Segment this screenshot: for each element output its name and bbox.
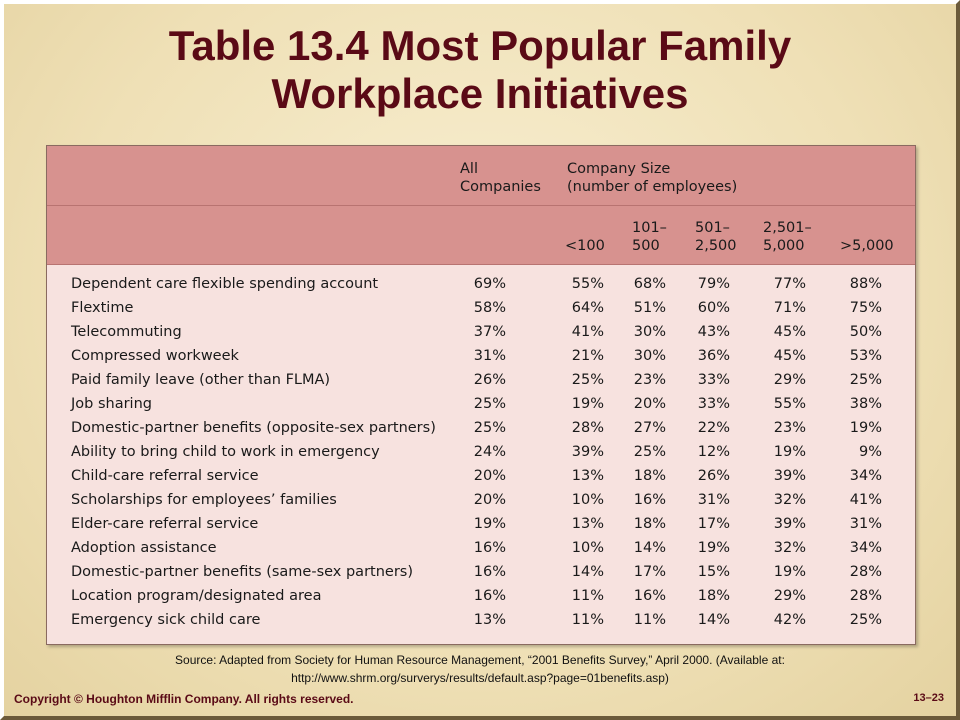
row-label: Domestic-partner benefits (same-sex partners) bbox=[71, 564, 413, 580]
header-col2-line1: 101– bbox=[632, 220, 667, 236]
row-value: 88% bbox=[849, 276, 882, 292]
slide-title bbox=[40, 22, 920, 118]
title-line-2: Workplace Initiatives bbox=[271, 70, 689, 117]
row-label: Flextime bbox=[71, 300, 134, 316]
header-col2-line2: 500 bbox=[632, 238, 660, 254]
row-value: 25% bbox=[633, 444, 666, 460]
table-header-band-columns bbox=[47, 206, 915, 265]
row-value: 42% bbox=[773, 612, 806, 628]
row-value: 20% bbox=[473, 468, 506, 484]
header-all-line1: All bbox=[460, 161, 478, 177]
row-value: 39% bbox=[773, 516, 806, 532]
row-value: 28% bbox=[849, 564, 882, 580]
table-row bbox=[47, 488, 915, 512]
row-value: 64% bbox=[571, 300, 604, 316]
row-value: 31% bbox=[697, 492, 730, 508]
row-value: 23% bbox=[633, 372, 666, 388]
row-label: Elder-care referral service bbox=[71, 516, 259, 532]
row-label: Domestic-partner benefits (opposite-sex partners) bbox=[71, 420, 436, 436]
row-label: Ability to bring child to work in emergency bbox=[71, 444, 380, 460]
page-number: 13–23 bbox=[913, 692, 944, 704]
row-value: 13% bbox=[571, 516, 604, 532]
row-value: 28% bbox=[849, 588, 882, 604]
row-value: 39% bbox=[773, 468, 806, 484]
row-label: Emergency sick child care bbox=[71, 612, 261, 628]
table-row bbox=[47, 536, 915, 560]
row-value: 58% bbox=[473, 300, 506, 316]
row-value: 30% bbox=[633, 324, 666, 340]
row-value: 19% bbox=[773, 444, 806, 460]
row-value: 33% bbox=[697, 396, 730, 412]
row-label: Child-care referral service bbox=[71, 468, 259, 484]
row-value: 16% bbox=[473, 564, 506, 580]
header-all-companies bbox=[460, 160, 541, 196]
row-value: 29% bbox=[773, 372, 806, 388]
row-value: 9% bbox=[858, 444, 882, 460]
table-row bbox=[47, 584, 915, 608]
row-value: 22% bbox=[697, 420, 730, 436]
row-value: 34% bbox=[849, 540, 882, 556]
row-value: 14% bbox=[697, 612, 730, 628]
row-value: 13% bbox=[571, 468, 604, 484]
header-col3-line1: 501– bbox=[695, 220, 730, 236]
row-value: 19% bbox=[697, 540, 730, 556]
header-col-501-2500 bbox=[695, 219, 737, 255]
row-value: 14% bbox=[633, 540, 666, 556]
row-value: 19% bbox=[773, 564, 806, 580]
title-line-1: Table 13.4 Most Popular Family bbox=[168, 22, 792, 69]
row-value: 19% bbox=[473, 516, 506, 532]
header-col-over-5000: >5,000 bbox=[840, 238, 894, 254]
header-col-101-500 bbox=[632, 219, 667, 255]
header-all-line2: Companies bbox=[460, 179, 541, 195]
row-value: 38% bbox=[849, 396, 882, 412]
row-value: 33% bbox=[697, 372, 730, 388]
row-value: 19% bbox=[571, 396, 604, 412]
row-value: 15% bbox=[697, 564, 730, 580]
table-row bbox=[47, 416, 915, 440]
header-size-line1: Company Size bbox=[567, 161, 671, 177]
row-value: 25% bbox=[571, 372, 604, 388]
table-row bbox=[47, 320, 915, 344]
row-value: 11% bbox=[633, 612, 666, 628]
row-value: 20% bbox=[473, 492, 506, 508]
row-value: 41% bbox=[849, 492, 882, 508]
table-row bbox=[47, 296, 915, 320]
table-row bbox=[47, 440, 915, 464]
row-value: 34% bbox=[849, 468, 882, 484]
row-value: 13% bbox=[473, 612, 506, 628]
row-value: 43% bbox=[697, 324, 730, 340]
row-value: 17% bbox=[697, 516, 730, 532]
table-header-band-top bbox=[47, 146, 915, 206]
row-value: 10% bbox=[571, 540, 604, 556]
row-value: 31% bbox=[849, 516, 882, 532]
row-value: 60% bbox=[697, 300, 730, 316]
table-row bbox=[47, 392, 915, 416]
table-row bbox=[47, 344, 915, 368]
row-value: 23% bbox=[773, 420, 806, 436]
copyright-notice: Copyright © Houghton Mifflin Company. All rights reserved. bbox=[14, 692, 354, 706]
row-value: 16% bbox=[633, 588, 666, 604]
row-value: 17% bbox=[633, 564, 666, 580]
row-value: 10% bbox=[571, 492, 604, 508]
row-value: 16% bbox=[633, 492, 666, 508]
row-value: 25% bbox=[473, 420, 506, 436]
row-value: 55% bbox=[773, 396, 806, 412]
row-value: 25% bbox=[849, 612, 882, 628]
row-value: 32% bbox=[773, 492, 806, 508]
table-body bbox=[47, 272, 915, 632]
row-value: 18% bbox=[633, 516, 666, 532]
row-value: 18% bbox=[633, 468, 666, 484]
row-value: 36% bbox=[697, 348, 730, 364]
source-line-2: http://www.shrm.org/surverys/results/default.asp?page=01benefits.asp) bbox=[291, 671, 669, 685]
row-value: 11% bbox=[571, 612, 604, 628]
row-value: 71% bbox=[773, 300, 806, 316]
row-value: 32% bbox=[773, 540, 806, 556]
row-value: 55% bbox=[571, 276, 604, 292]
row-value: 25% bbox=[473, 396, 506, 412]
data-table bbox=[46, 145, 916, 645]
row-value: 69% bbox=[473, 276, 506, 292]
row-value: 45% bbox=[773, 324, 806, 340]
row-value: 50% bbox=[849, 324, 882, 340]
row-label: Dependent care flexible spending account bbox=[71, 276, 379, 292]
table-row bbox=[47, 560, 915, 584]
row-value: 28% bbox=[571, 420, 604, 436]
row-value: 21% bbox=[571, 348, 604, 364]
row-value: 37% bbox=[473, 324, 506, 340]
row-value: 31% bbox=[473, 348, 506, 364]
row-value: 39% bbox=[571, 444, 604, 460]
row-value: 24% bbox=[473, 444, 506, 460]
row-value: 68% bbox=[633, 276, 666, 292]
row-value: 41% bbox=[571, 324, 604, 340]
row-value: 25% bbox=[849, 372, 882, 388]
row-value: 18% bbox=[697, 588, 730, 604]
row-label: Compressed workweek bbox=[71, 348, 239, 364]
row-value: 29% bbox=[773, 588, 806, 604]
row-value: 16% bbox=[473, 540, 506, 556]
row-value: 53% bbox=[849, 348, 882, 364]
header-col-under-100: <100 bbox=[565, 238, 605, 254]
header-col3-line2: 2,500 bbox=[695, 238, 737, 254]
source-note bbox=[60, 651, 900, 687]
header-company-size bbox=[567, 160, 737, 196]
row-value: 20% bbox=[633, 396, 666, 412]
row-label: Scholarships for employees’ families bbox=[71, 492, 337, 508]
row-value: 30% bbox=[633, 348, 666, 364]
row-label: Paid family leave (other than FLMA) bbox=[71, 372, 331, 388]
row-value: 45% bbox=[773, 348, 806, 364]
row-value: 16% bbox=[473, 588, 506, 604]
row-value: 19% bbox=[849, 420, 882, 436]
source-line-1: Source: Adapted from Society for Human Resource Management, “2001 Benefits Survey,” April 2000. (Available at: bbox=[175, 653, 785, 667]
row-label: Job sharing bbox=[71, 396, 152, 412]
row-label: Telecommuting bbox=[71, 324, 182, 340]
row-value: 27% bbox=[633, 420, 666, 436]
header-col4-line2: 5,000 bbox=[763, 238, 805, 254]
table-row bbox=[47, 608, 915, 632]
header-col4-line1: 2,501– bbox=[763, 220, 812, 236]
row-value: 26% bbox=[473, 372, 506, 388]
row-value: 51% bbox=[633, 300, 666, 316]
row-value: 77% bbox=[773, 276, 806, 292]
table-row bbox=[47, 272, 915, 296]
row-label: Location program/designated area bbox=[71, 588, 322, 604]
header-size-line2: (number of employees) bbox=[567, 179, 738, 195]
header-col-2501-5000 bbox=[763, 219, 812, 255]
row-value: 79% bbox=[697, 276, 730, 292]
row-value: 14% bbox=[571, 564, 604, 580]
table-row bbox=[47, 512, 915, 536]
row-value: 12% bbox=[697, 444, 730, 460]
row-value: 11% bbox=[571, 588, 604, 604]
row-label: Adoption assistance bbox=[71, 540, 217, 556]
table-row bbox=[47, 464, 915, 488]
row-value: 75% bbox=[849, 300, 882, 316]
row-value: 26% bbox=[697, 468, 730, 484]
table-row bbox=[47, 368, 915, 392]
